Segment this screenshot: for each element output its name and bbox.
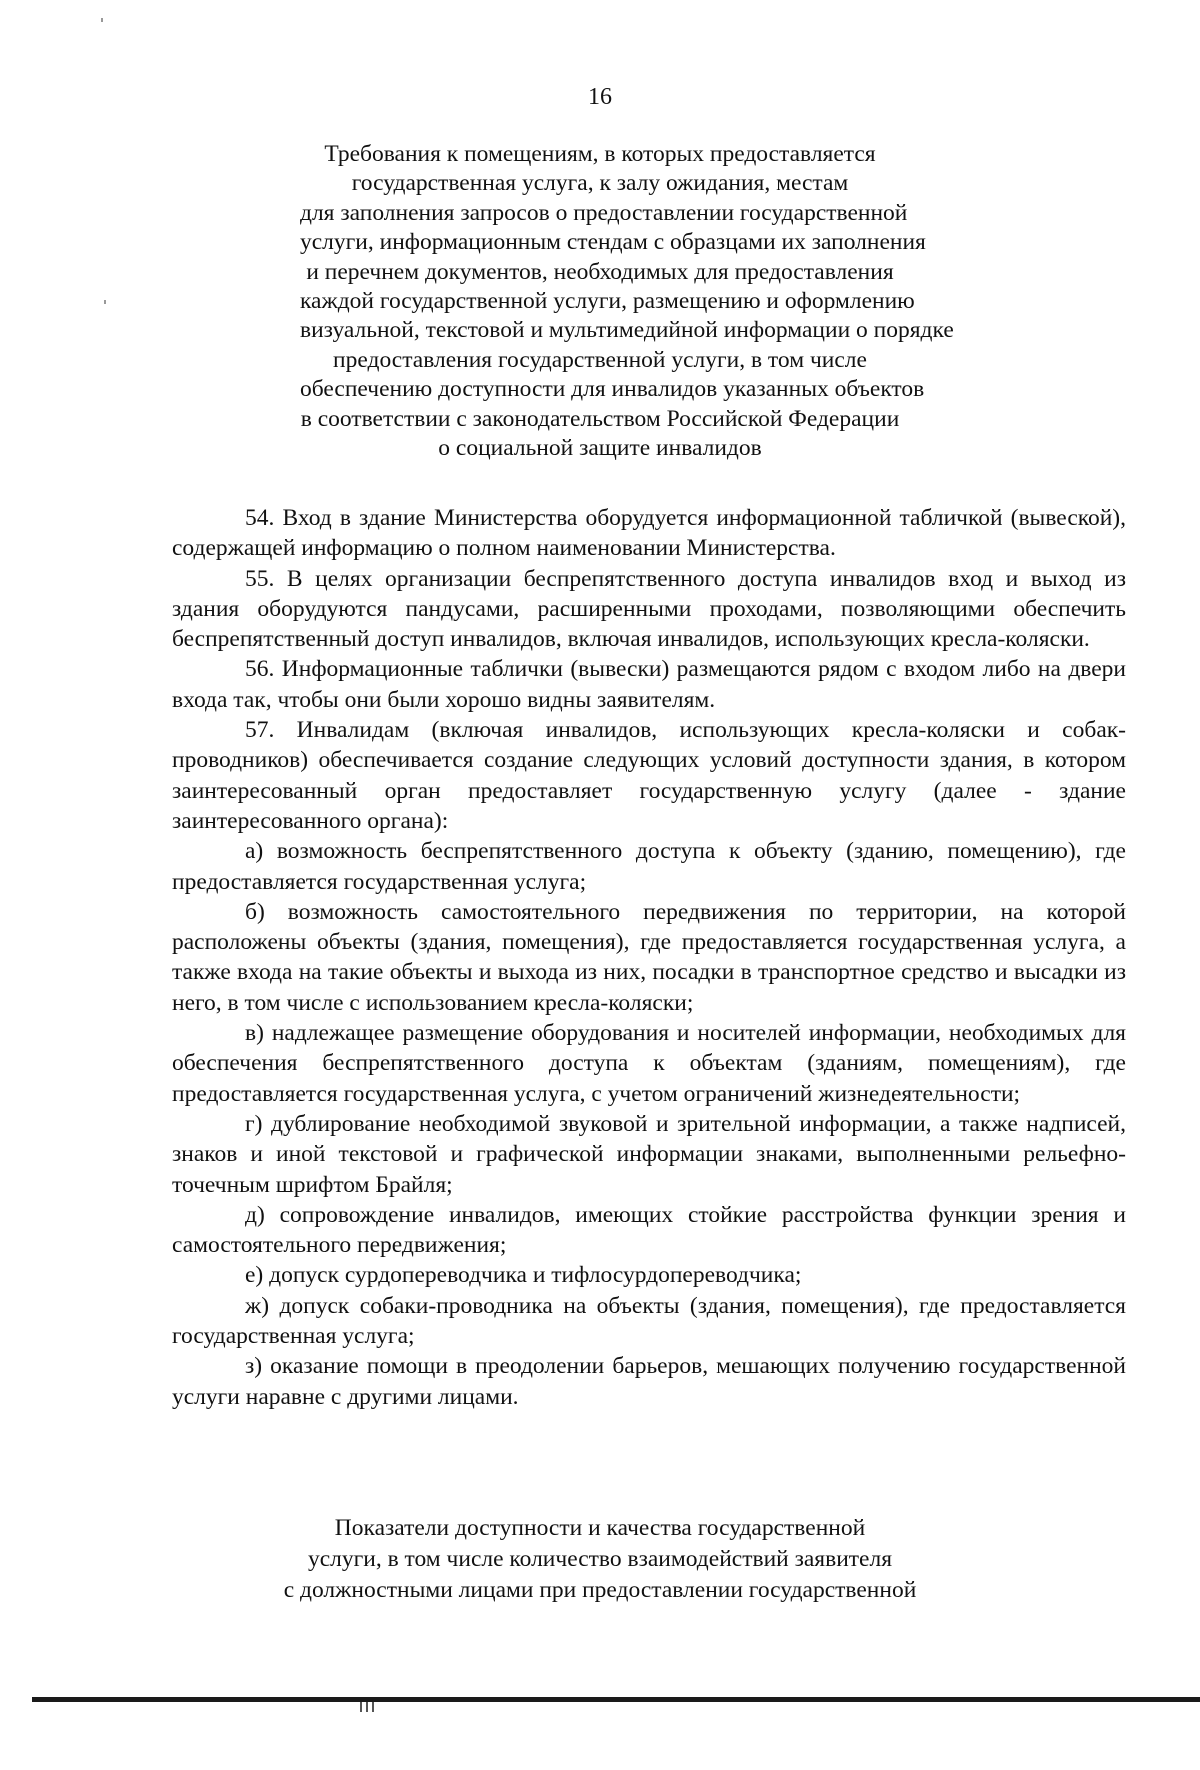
- list-item-zh: ж) допуск собаки-проводника на объекты (здания, помещения), где предоставляется государственная услуга;: [172, 1292, 1126, 1350]
- list-item-v: в) надлежащее размещение оборудования и носителей информации, необходимых для обеспечения беспрепятственного доступа к объектам (зданиям, помещениям), где предоставляется государственная услуга, с учетом ограничений жизнедеятельности;: [172, 1020, 1126, 1107]
- heading-line: услуги, в том числе количество взаимодействий заявителя: [307, 1546, 893, 1572]
- list-item-d: д) сопровождение инвалидов, имеющих стойкие расстройства функции зрения и самостоятельного передвижения;: [172, 1201, 1126, 1259]
- section-heading-indicators: [280, 1513, 920, 1606]
- paragraph-56: 56. Информационные таблички (вывески) размещаются рядом с входом либо на двери входа так, чтобы они были хорошо видны заявителям.: [172, 656, 1126, 713]
- heading-line: каждой государственной услуги, размещению и оформлению: [300, 288, 915, 315]
- heading-line: визуальной, текстовой и мультимедийной информации о порядке: [300, 317, 954, 344]
- page-number: 16: [588, 84, 612, 110]
- body-text: [172, 503, 1126, 1412]
- scan-artifact: [101, 18, 103, 22]
- scan-artifact: [104, 300, 106, 304]
- heading-line: Требования к помещениям, в которых предоставляется: [324, 141, 876, 167]
- page-bottom-edge: [32, 1697, 1200, 1702]
- heading-line: услуги, информационным стендам с образцами их заполнения: [300, 229, 926, 256]
- list-item-e: е) допуск сурдопереводчика и тифлосурдопереводчика;: [245, 1262, 802, 1289]
- list-item-g: г) дублирование необходимой звуковой и зрительной информации, а также надписей, знаков и иной текстовой и графической информации знаками, выполненными рельефно-точечным шрифтом Брайля;: [172, 1110, 1126, 1198]
- scan-artifact: [360, 1702, 390, 1712]
- list-item-b: б) возможность самостоятельного передвижения по территории, на которой расположены объекты (здания, помещения), где предоставляется государственная услуга, а также входа на такие объекты и выхода из них, посадки в транспортное средство и высадки из него, в том числе с использованием кресла-коляски;: [172, 898, 1126, 1016]
- list-item-a: а) возможность беспрепятственного доступа к объекту (зданию, помещению), где предоставляется государственная услуга;: [172, 838, 1126, 895]
- heading-line: в соответствии с законодательством Российской Федерации: [300, 405, 900, 432]
- heading-line: обеспечению доступности для инвалидов указанных объектов: [300, 376, 925, 403]
- heading-line: о социальной защите инвалидов: [438, 435, 762, 462]
- paragraph-55: 55. В целях организации беспрепятственного доступа инвалидов вход и выход из здания оборудуются пандусами, расширенными проходами, позволяющими обеспечить беспрепятственный доступ инвалидов, включая инвалидов, использующих кресла-коляски.: [172, 565, 1126, 653]
- paragraph-54: 54. Вход в здание Министерства оборудуется информационной табличкой (вывеской), содержащей информацию о полном наименовании Министерства.: [172, 505, 1126, 562]
- heading-line: государственная услуга, к залу ожидания, местам: [351, 170, 849, 197]
- heading-line: предоставления государственной услуги, в том числе: [333, 346, 867, 373]
- heading-line: Показатели доступности и качества государственной: [334, 1515, 866, 1541]
- paragraph-57: 57. Инвалидам (включая инвалидов, использующих кресла-коляски и собак-проводников) обеспечивается создание следующих условий доступности здания, в котором заинтересованный орган предоставляет государственную услугу (далее - здание заинтересованного органа):: [172, 717, 1126, 834]
- list-item-z: з) оказание помощи в преодолении барьеров, мешающих получению государственной услуги наравне с другими лицами.: [172, 1353, 1126, 1410]
- section-heading: [300, 140, 954, 463]
- heading-line: для заполнения запросов о предоставлении государственной: [300, 199, 908, 226]
- heading-line: с должностными лицами при предоставлении государственной: [283, 1577, 917, 1603]
- heading-line: и перечнем документов, необходимых для предоставления: [306, 258, 894, 285]
